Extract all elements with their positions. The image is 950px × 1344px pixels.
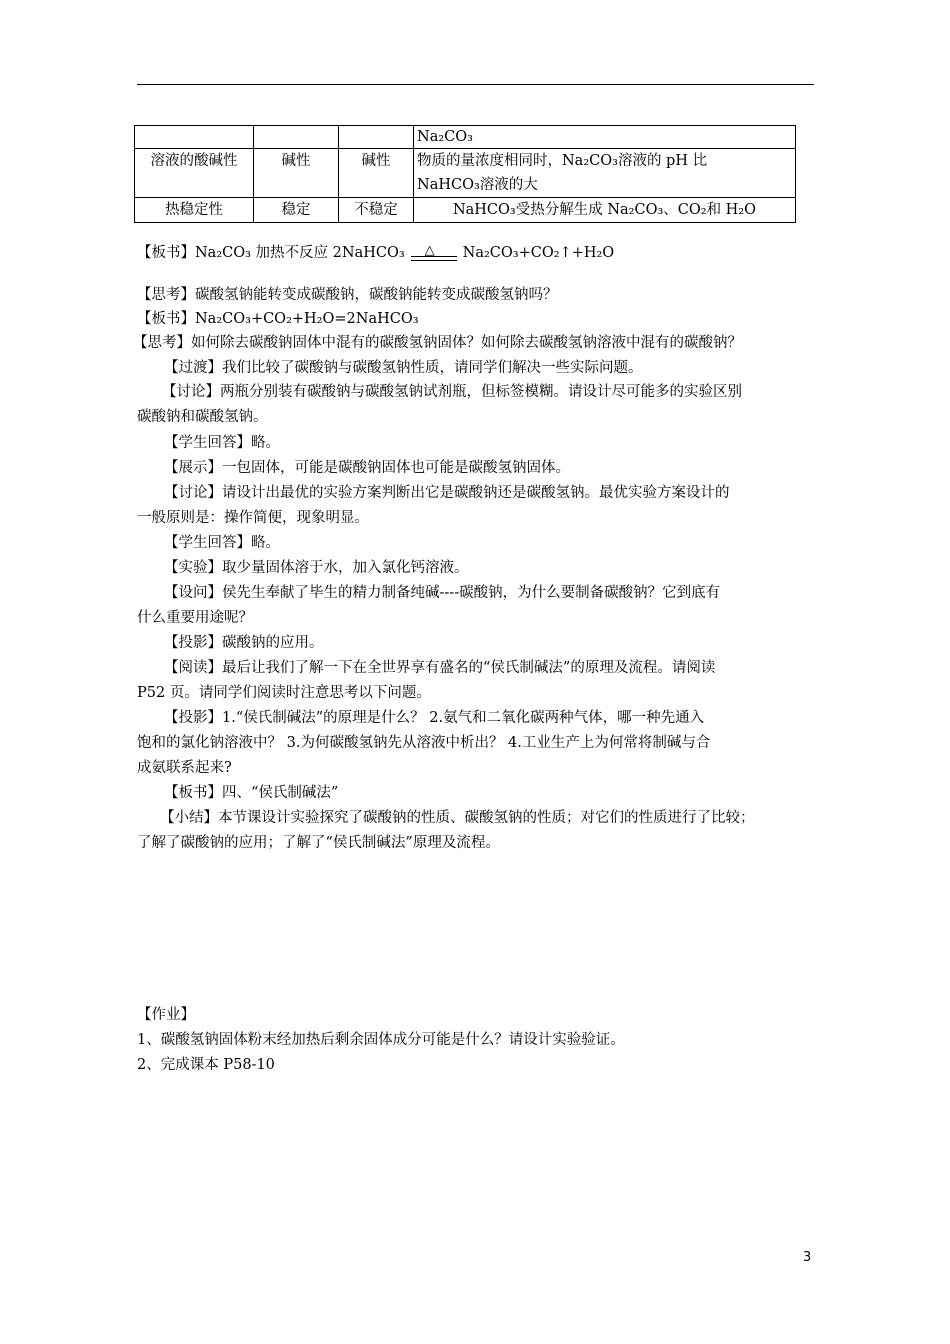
table-row bbox=[135, 149, 796, 198]
text-line: 【投影】碳酸钠的应用。 bbox=[164, 635, 324, 651]
table-cell: 稳定 bbox=[254, 198, 339, 223]
table-cell: 碱性 bbox=[339, 149, 414, 198]
text-line: 【板书】四、“侯氏制碱法” bbox=[164, 785, 339, 801]
text-line: 【过渡】我们比较了碳酸钠与碳酸氢钠性质，请同学们解决一些实际问题。 bbox=[164, 360, 643, 376]
text-line: 饱和的氯化钠溶液中？ 3.为何碳酸氢钠先从溶液中析出？ 4.工业生产上为何常将制碱与合 bbox=[137, 735, 711, 751]
text-line: 【讨论】两瓶分别装有碳酸钠与碳酸氢钠试剂瓶，但标签模糊。请设计尽可能多的实验区别 bbox=[162, 384, 742, 400]
heat-condition bbox=[411, 243, 457, 263]
page-number: 3 bbox=[803, 1250, 812, 1265]
text-line: 【展示】一包固体，可能是碳酸钠固体也可能是碳酸氢钠固体。 bbox=[164, 460, 570, 476]
table-cell bbox=[414, 149, 796, 198]
table-cell: 不稳定 bbox=[339, 198, 414, 223]
homework-item: 2、完成课本 P58-10 bbox=[137, 1057, 275, 1073]
text-line: 成氨联系起来? bbox=[137, 760, 232, 776]
text-line: 【板书】Na₂CO₃+CO₂+H₂O=2NaHCO₃ bbox=[137, 311, 419, 327]
text-line: P52 页。请同学们阅读时注意思考以下问题。 bbox=[137, 685, 431, 701]
table-cell: 溶液的酸碱性 bbox=[135, 149, 254, 198]
table-cell: 热稳定性 bbox=[135, 198, 254, 223]
text-line: 【学生回答】略。 bbox=[164, 535, 280, 551]
table-row bbox=[135, 198, 796, 223]
text-line: 【阅读】最后让我们了解一下在全世界享有盛名的“侯氏制碱法”的原理及流程。请阅读 bbox=[164, 660, 716, 676]
table-cell bbox=[254, 126, 339, 149]
text-line: 【讨论】请设计出最优的实验方案判断出它是碳酸钠还是碳酸氢钠。最优实验方案设计的 bbox=[164, 485, 730, 501]
text-line: 了解了碳酸钠的应用；了解了“侯氏制碱法”原理及流程。 bbox=[137, 835, 500, 851]
text-line: 一般原则是：操作简便，现象明显。 bbox=[137, 510, 369, 526]
table-cell bbox=[339, 126, 414, 149]
text-line: 【投影】1.“侯氏制碱法”的原理是什么？ 2.氨气和二氧化碳两种气体，哪一种先通入 bbox=[164, 710, 705, 726]
text-line: 【思考】碳酸氢钠能转变成碳酸钠，碳酸钠能转变成碳酸氢钠吗？ bbox=[137, 287, 558, 303]
table-cell: Na₂CO₃ bbox=[414, 126, 796, 149]
text-line: 【思考】如何除去碳酸钠固体中混有的碳酸氢钠固体？如何除去碳酸氢钠溶液中混有的碳酸钠？ bbox=[133, 335, 742, 351]
heat-symbol: △ bbox=[424, 243, 435, 258]
text-line: 【学生回答】略。 bbox=[164, 435, 280, 451]
table-cell-line: NaHCO₃溶液的大 bbox=[417, 177, 538, 193]
table-cell: NaHCO₃受热分解生成 Na₂CO₃、CO₂和 H₂O bbox=[414, 198, 796, 223]
header-rule bbox=[137, 84, 814, 85]
text-line: 【实验】取少量固体溶于水，加入氯化钙溶液。 bbox=[164, 560, 469, 576]
text-line: 碳酸钠和碳酸氢钠。 bbox=[137, 409, 268, 425]
table-cell: 碱性 bbox=[254, 149, 339, 198]
equation-right: Na₂CO₃+CO₂↑+H₂O bbox=[462, 245, 615, 261]
equation-line bbox=[137, 243, 614, 263]
homework-item: 1、碳酸氢钠固体粉末经加热后剩余固体成分可能是什么？请设计实验验证。 bbox=[137, 1032, 625, 1048]
text-line: 什么重要用途呢？ bbox=[137, 610, 253, 626]
homework-heading: 【作业】 bbox=[137, 1007, 195, 1023]
comparison-table bbox=[134, 125, 796, 223]
table-row bbox=[135, 126, 796, 149]
equation-left: 【板书】Na₂CO₃ 加热不反应 2NaHCO₃ bbox=[137, 245, 405, 261]
text-line: 【小结】本节课设计实验探究了碳酸钠的性质、碳酸氢钠的性质；对它们的性质进行了比较； bbox=[160, 810, 755, 826]
table-cell bbox=[135, 126, 254, 149]
text-line: 【设问】侯先生奉献了毕生的精力制备纯碱----碳酸钠，为什么要制备碳酸钠？它到底有 bbox=[164, 585, 721, 601]
table-cell-line: 物质的量浓度相同时，Na₂CO₃溶液的 pH 比 bbox=[417, 153, 708, 169]
